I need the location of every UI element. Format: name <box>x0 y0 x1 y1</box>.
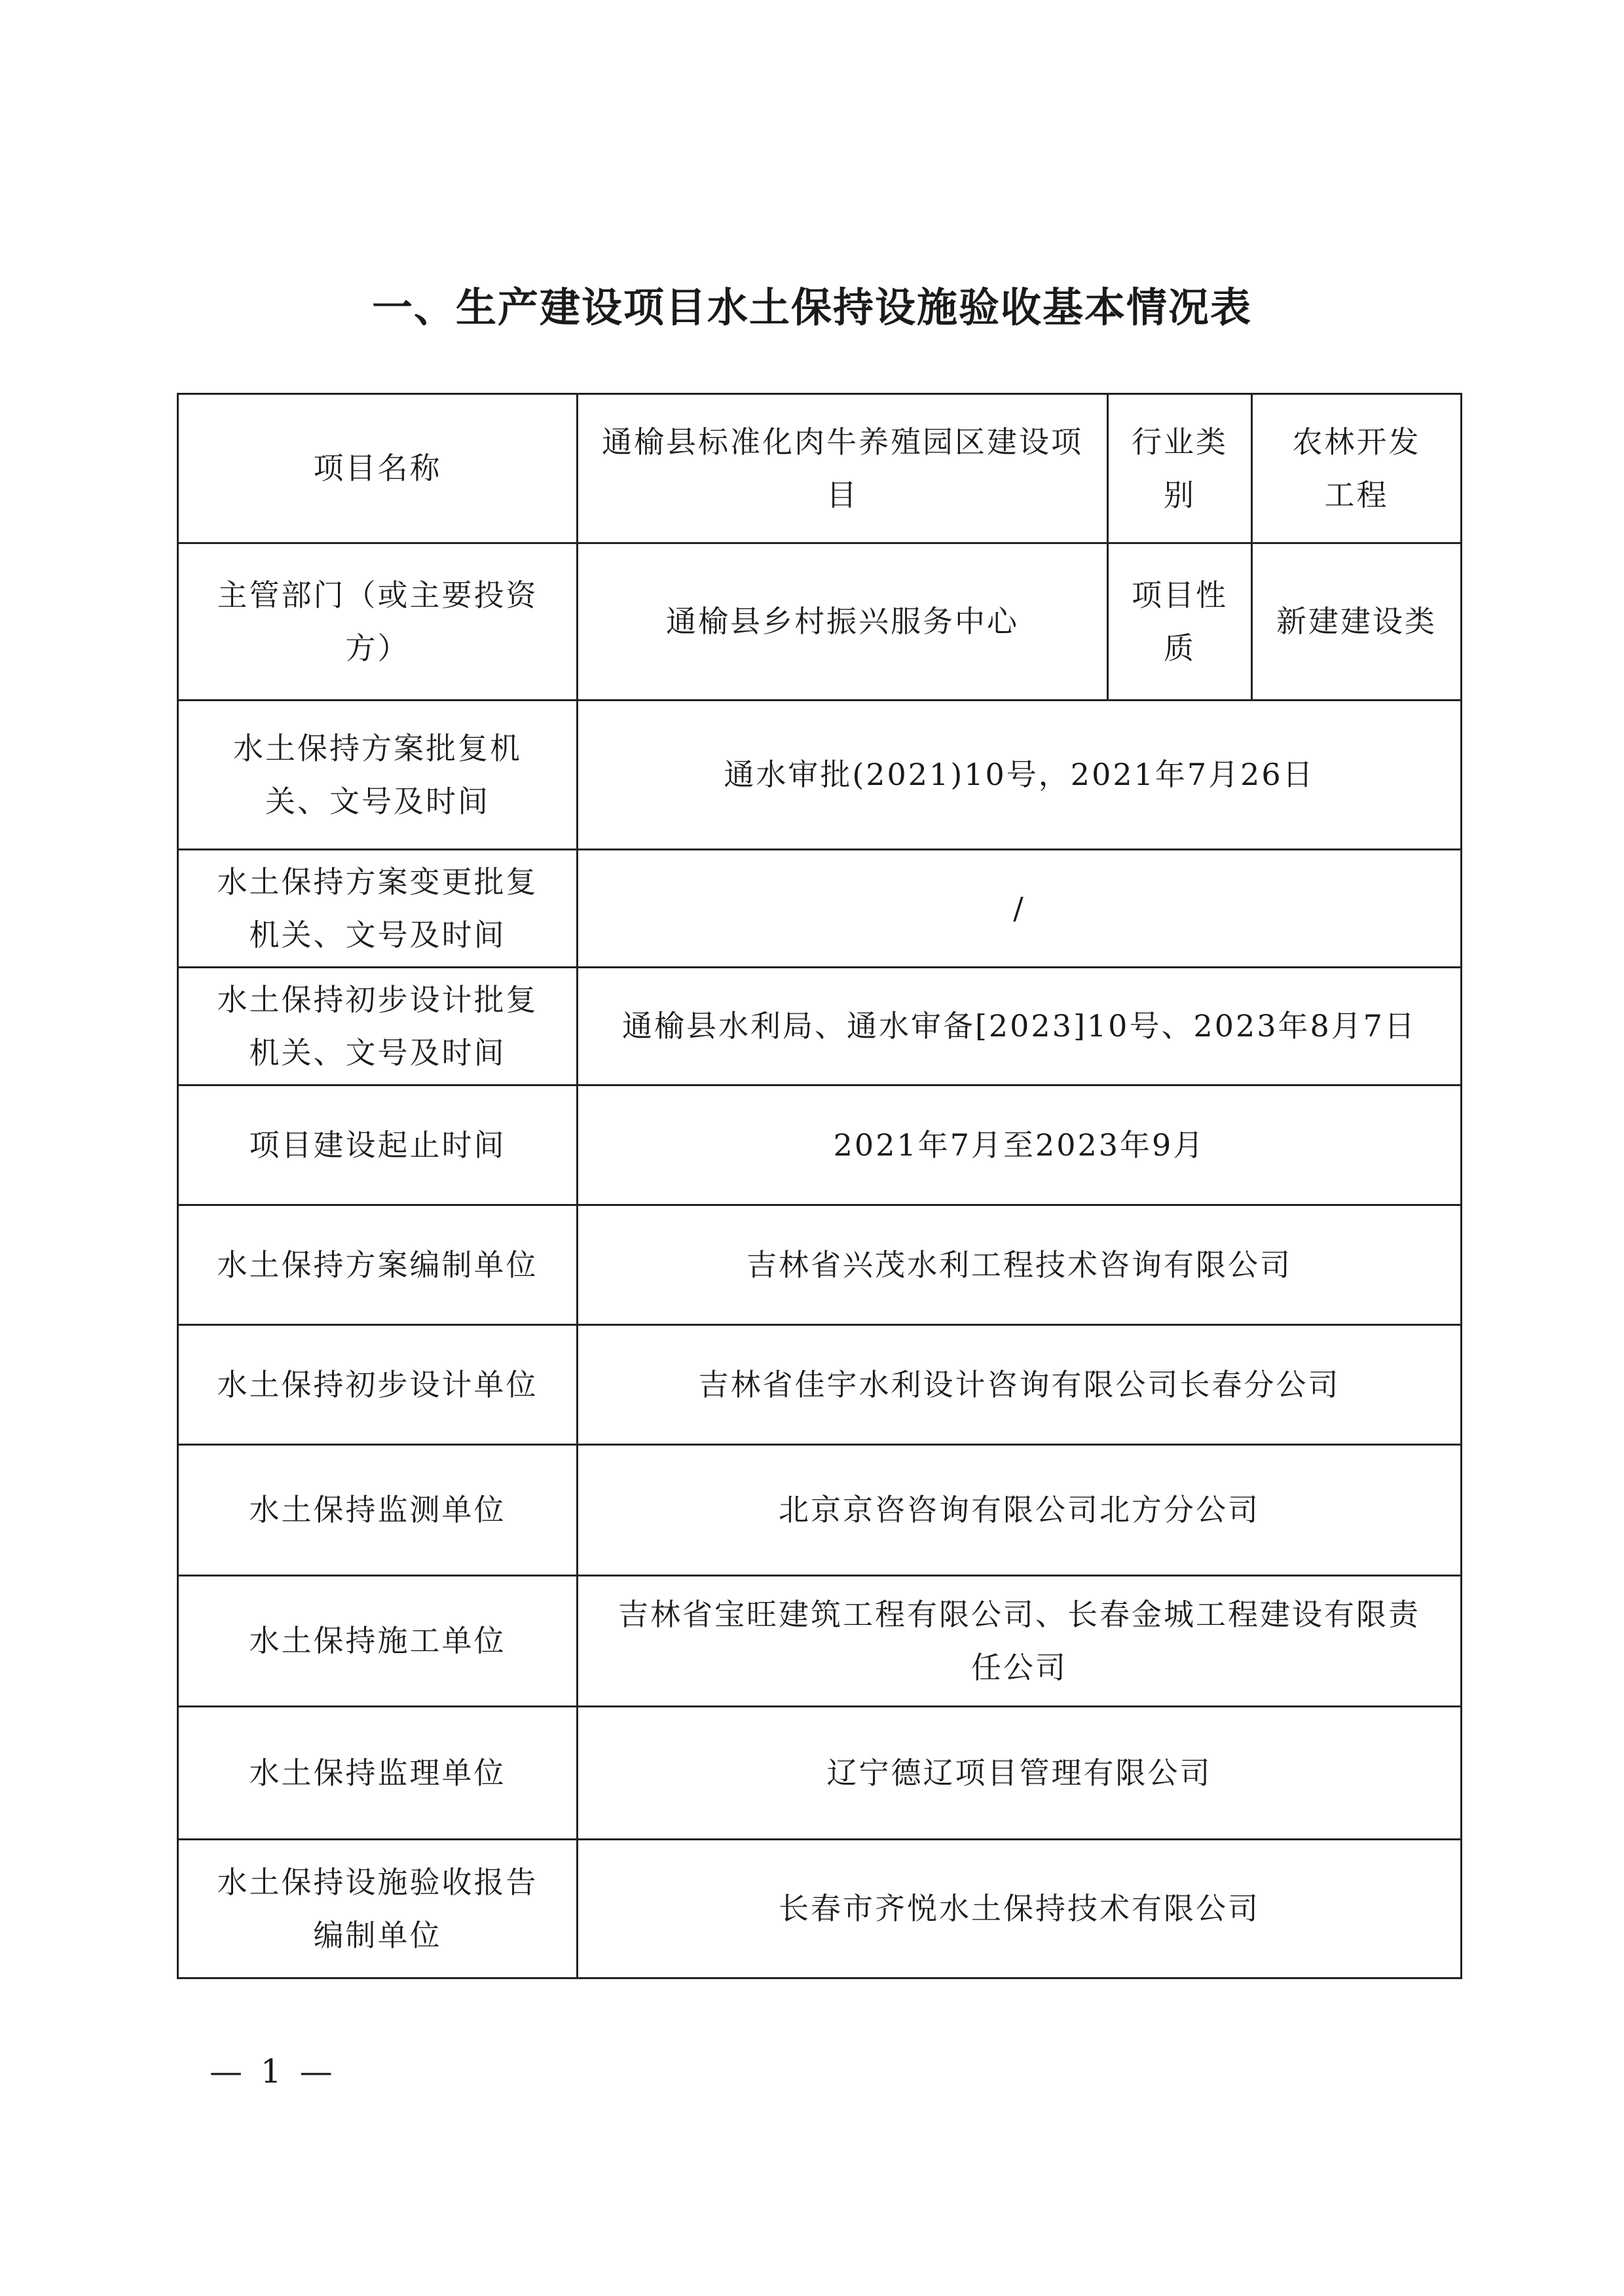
field-label: 水土保持方案变更批复机关、文号及时间 <box>178 850 578 968</box>
field-value: 2021年7月至2023年9月 <box>578 1085 1462 1205</box>
table-row <box>178 1576 1462 1707</box>
field-value: 吉林省宝旺建筑工程有限公司、长春金城工程建设有限责任公司 <box>578 1576 1462 1707</box>
table-row <box>178 1085 1462 1205</box>
field-value: 农林开发工程 <box>1252 394 1462 543</box>
field-label: 行业类别 <box>1108 394 1252 543</box>
field-label: 水土保持方案编制单位 <box>178 1205 578 1325</box>
field-label: 项目性质 <box>1108 543 1252 701</box>
field-value: 通榆县标准化肉牛养殖园区建设项目 <box>578 394 1108 543</box>
field-label: 水土保持施工单位 <box>178 1576 578 1707</box>
field-label: 水土保持初步设计单位 <box>178 1325 578 1445</box>
acceptance-info-table <box>177 393 1462 1979</box>
field-value: 吉林省兴茂水利工程技术咨询有限公司 <box>578 1205 1462 1325</box>
field-value: 辽宁德辽项目管理有限公司 <box>578 1707 1462 1840</box>
field-label: 水土保持设施验收报告编制单位 <box>178 1840 578 1978</box>
table-row <box>178 968 1462 1085</box>
field-label: 项目建设起止时间 <box>178 1085 578 1205</box>
field-value: 通榆县乡村振兴服务中心 <box>578 543 1108 701</box>
field-value: 吉林省佳宇水利设计咨询有限公司长春分公司 <box>578 1325 1462 1445</box>
field-value: 通水审批(2021)10号，2021年7月26日 <box>578 701 1462 850</box>
field-value: 新建建设类 <box>1252 543 1462 701</box>
field-value: 长春市齐悦水土保持技术有限公司 <box>578 1840 1462 1978</box>
field-label: 水土保持监测单位 <box>178 1445 578 1576</box>
table-row <box>178 1205 1462 1325</box>
table-row <box>178 543 1462 701</box>
document-title: 一、生产建设项目水土保持设施验收基本情况表 <box>371 283 1252 331</box>
page-number: — 1 — <box>210 2052 337 2090</box>
table-row <box>178 1707 1462 1840</box>
field-label: 项目名称 <box>178 394 578 543</box>
field-value: 北京京咨咨询有限公司北方分公司 <box>578 1445 1462 1576</box>
table-row <box>178 1840 1462 1978</box>
field-label: 水土保持方案批复机关、文号及时间 <box>178 701 578 850</box>
field-label: 主管部门（或主要投资方） <box>178 543 578 701</box>
table-row <box>178 701 1462 850</box>
table-row <box>178 850 1462 968</box>
table-row <box>178 1445 1462 1576</box>
field-label: 水土保持初步设计批复机关、文号及时间 <box>178 968 578 1085</box>
table-row <box>178 1325 1462 1445</box>
field-value: 通榆县水利局、通水审备[2023]10号、2023年8月7日 <box>578 968 1462 1085</box>
field-label: 水土保持监理单位 <box>178 1707 578 1840</box>
table-row <box>178 394 1462 543</box>
field-value: / <box>578 850 1462 968</box>
